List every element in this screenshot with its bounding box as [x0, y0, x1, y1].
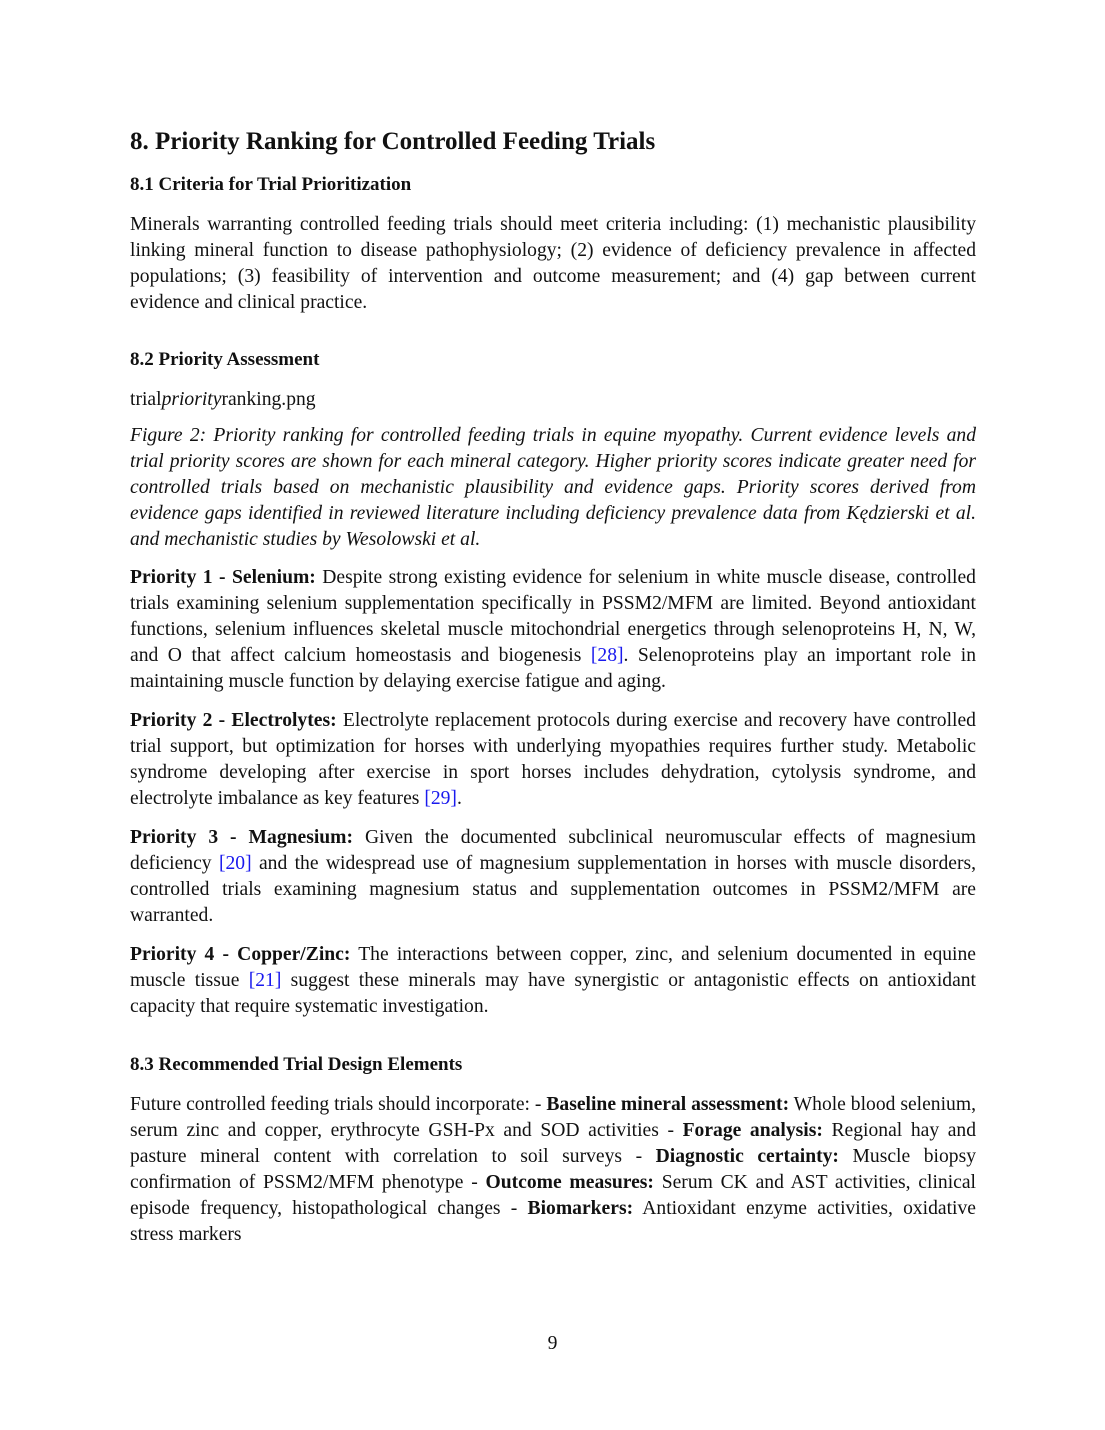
- filename-part: ranking.png: [221, 389, 316, 410]
- priority-1-paragraph: [130, 565, 976, 695]
- trial-design-intro: Future controlled feeding trials should incorporate: -: [130, 1094, 547, 1115]
- design-item-label: Outcome measures:: [485, 1172, 654, 1193]
- figure-caption: Figure 2: Priority ranking for controlled feeding trials in equine myopathy. Current evidence levels and trial priority scores are shown for each mineral category. Higher priority scores indicate greater need for controlled trials based on mechanistic plausibility and evidence gaps. Priority scores derived from evidence gaps identified in reviewed literature including deficiency prevalence data from Kędzierski et al. and mechanistic studies by Wesolowski et al.: [130, 425, 976, 550]
- document-page: [130, 124, 976, 1248]
- design-item-label: Forage analysis:: [682, 1120, 823, 1141]
- filename-part: trial: [130, 389, 162, 410]
- design-item-text: Serum CK and AST activities, clinical episode frequency, histopathological changes -: [130, 1172, 976, 1219]
- priority-text: Given the documented subclinical neuromuscular effects of magnesium deficiency: [130, 827, 976, 874]
- priority-label: Priority 2 - Electrolytes:: [130, 710, 337, 731]
- design-item-text: Whole blood selenium, serum zinc and copper, erythrocyte GSH-Px and SOD activities -: [130, 1094, 976, 1141]
- priority-text: The interactions between copper, zinc, and selenium documented in equine muscle tissue: [130, 944, 976, 991]
- priority-text: and the widespread use of magnesium supplementation in horses with muscle disorders, controlled trials examining magnesium status and supplementation outcomes in PSSM2/MFM are warranted.: [130, 853, 976, 926]
- citation-link[interactable]: [21]: [248, 970, 282, 991]
- priority-2-paragraph: [130, 708, 976, 812]
- priority-text: suggest these minerals may have synergistic or antagonistic effects on antioxidant capacity that require systematic investigation.: [130, 970, 977, 1017]
- design-item-text: Muscle biopsy confirmation of PSSM2/MFM phenotype -: [130, 1146, 976, 1193]
- section-title: 8. Priority Ranking for Controlled Feeding Trials: [130, 128, 656, 155]
- priority-label: Priority 1 - Selenium:: [130, 567, 316, 588]
- citation-link[interactable]: [20]: [218, 853, 252, 874]
- design-item-label: Baseline mineral assessment:: [546, 1094, 790, 1115]
- citation-link[interactable]: [28]: [590, 645, 624, 666]
- priority-text: .: [456, 788, 462, 809]
- figure-filename-placeholder: [130, 387, 976, 413]
- subsection-heading-8-2: 8.2 Priority Assessment: [130, 349, 320, 370]
- priority-text: Electrolyte replacement protocols during exercise and recovery have controlled trial support, but optimization for horses with underlying myopathies requires further study. Metabolic syndrome developing after exercise in sport horses includes dehydration, cytolysis syndrome, and electrolyte imbalance as key features: [130, 710, 976, 809]
- design-item-label: Diagnostic certainty:: [655, 1146, 839, 1167]
- subsection-heading-8-1: 8.1 Criteria for Trial Prioritization: [130, 174, 412, 195]
- priority-text: Despite strong existing evidence for selenium in white muscle disease, controlled trials examining selenium supplementation specifically in PSSM2/MFM are limited. Beyond antioxidant functions, selenium influences skeletal muscle mitochondrial energetics through selenoproteins H, N, W, and O that affect calcium homeostasis and biogenesis: [130, 567, 976, 666]
- citation-link[interactable]: [29]: [424, 788, 457, 809]
- criteria-paragraph: Minerals warranting controlled feeding trials should meet criteria including: (1) mechanistic plausibility linking mineral function to disease pathophysiology; (2) evidence of deficiency prevalence in affected populations; (3) feasibility of intervention and outcome measurement; and (4) gap between current evidence and clinical practice.: [130, 214, 976, 313]
- subsection-heading-8-3: 8.3 Recommended Trial Design Elements: [130, 1054, 463, 1075]
- priority-4-paragraph: [130, 942, 976, 1020]
- priority-3-paragraph: [130, 825, 976, 929]
- priority-label: Priority 4 - Copper/Zinc:: [130, 944, 351, 965]
- design-item-text: Antioxidant enzyme activities, oxidative stress markers: [130, 1198, 976, 1245]
- design-item-label: Biomarkers:: [527, 1198, 634, 1219]
- filename-part-italic: priority: [161, 389, 222, 410]
- page-number: 9: [547, 1333, 558, 1354]
- design-item-text: Regional hay and pasture mineral content with correlation to soil surveys -: [130, 1120, 976, 1167]
- trial-design-paragraph: [130, 1092, 976, 1248]
- priority-label: Priority 3 - Magnesium:: [130, 827, 354, 848]
- priority-text: . Selenoproteins play an important role in maintaining muscle function by delaying exercise fatigue and aging.: [130, 645, 976, 692]
